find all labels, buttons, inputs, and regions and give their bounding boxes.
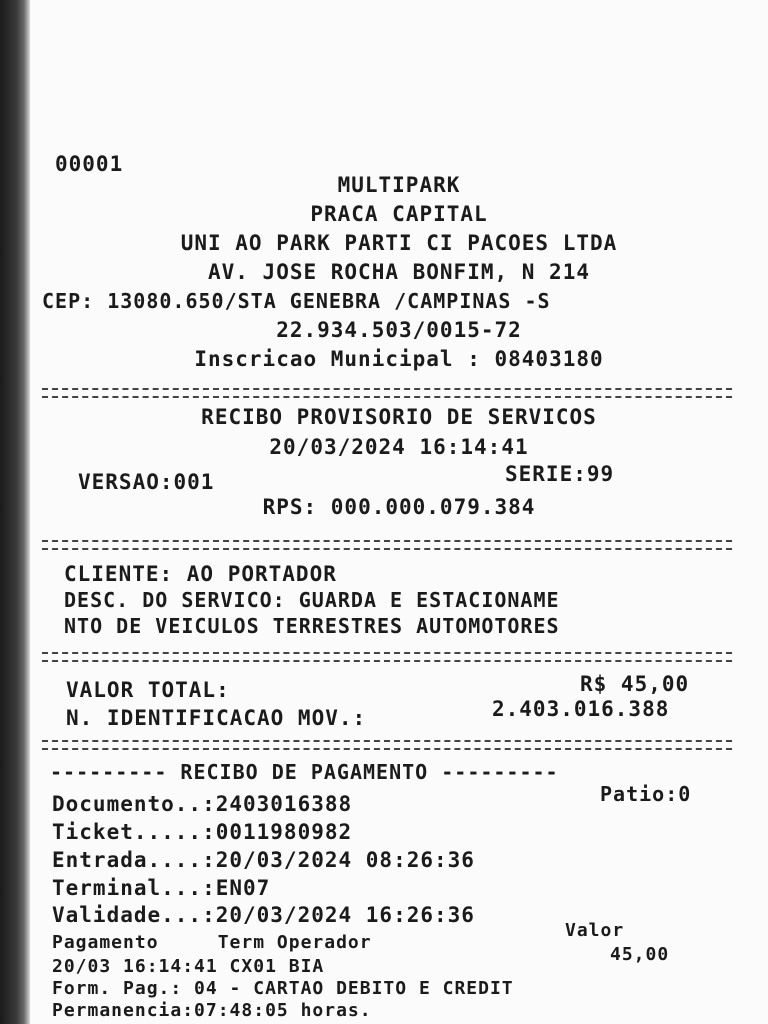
document-number: Documento..:2403016388 bbox=[52, 792, 353, 816]
total-value: R$ 45,00 bbox=[580, 672, 690, 696]
value-column-header: Valor bbox=[565, 920, 625, 941]
payment-row: 20/03 16:14:41 CX01 BIA bbox=[52, 956, 325, 977]
movement-id-label: N. IDENTIFICACAO MOV.: bbox=[66, 706, 367, 730]
payment-value: 45,00 bbox=[610, 944, 670, 965]
rps-title: RECIBO PROVISORIO DE SERVICOS bbox=[201, 405, 597, 429]
separator bbox=[42, 652, 732, 662]
payment-columns-header: Pagamento Term Operador bbox=[52, 932, 372, 953]
patio: Patio:0 bbox=[600, 782, 692, 806]
client: CLIENTE: AO PORTADOR bbox=[64, 562, 337, 586]
payment-method: Form. Pag.: 04 - CARTAO DEBITO E CREDIT bbox=[52, 978, 514, 999]
municipal-registration: Inscricao Municipal : 08403180 bbox=[194, 347, 604, 371]
parking-receipt bbox=[30, 0, 768, 1024]
ticket-number: Ticket.....:0011980982 bbox=[52, 820, 353, 844]
cep-line: CEP: 13080.650/STA GENEBRA /CAMPINAS -S bbox=[42, 289, 551, 313]
sequence-number: 00001 bbox=[55, 152, 124, 176]
movement-id: 2.403.016.388 bbox=[492, 697, 670, 721]
rps-datetime: 20/03/2024 16:14:41 bbox=[269, 435, 529, 459]
company-name: MULTIPARK bbox=[337, 173, 461, 197]
cnpj: 22.934.503/0015-72 bbox=[276, 318, 522, 342]
version: VERSAO:001 bbox=[78, 470, 215, 494]
separator bbox=[42, 540, 732, 550]
terminal: Terminal...:EN07 bbox=[52, 876, 271, 900]
legal-name: UNI AO PARK PARTI CI PACOES LTDA bbox=[180, 231, 618, 255]
separator bbox=[42, 388, 732, 398]
background-edge bbox=[0, 0, 30, 1024]
series: SERIE:99 bbox=[505, 462, 615, 486]
entry-time: Entrada....:20/03/2024 08:26:36 bbox=[52, 848, 475, 872]
service-description-line-2: NTO DE VEICULOS TERRESTRES AUTOMOTORES bbox=[64, 614, 560, 638]
service-description-line-1: DESC. DO SERVICO: GUARDA E ESTACIONAME bbox=[64, 588, 560, 612]
payment-receipt-header: --------- RECIBO DE PAGAMENTO --------- bbox=[50, 760, 559, 784]
parking-duration: Permanencia:07:48:05 horas. bbox=[52, 1000, 372, 1021]
branch-name: PRACA CAPITAL bbox=[310, 202, 488, 226]
address: AV. JOSE ROCHA BONFIM, N 214 bbox=[207, 260, 590, 284]
rps-number: RPS: 000.000.079.384 bbox=[262, 495, 536, 519]
separator bbox=[42, 740, 732, 750]
validity: Validade...:20/03/2024 16:26:36 bbox=[52, 903, 475, 927]
total-value-label: VALOR TOTAL: bbox=[66, 678, 230, 702]
